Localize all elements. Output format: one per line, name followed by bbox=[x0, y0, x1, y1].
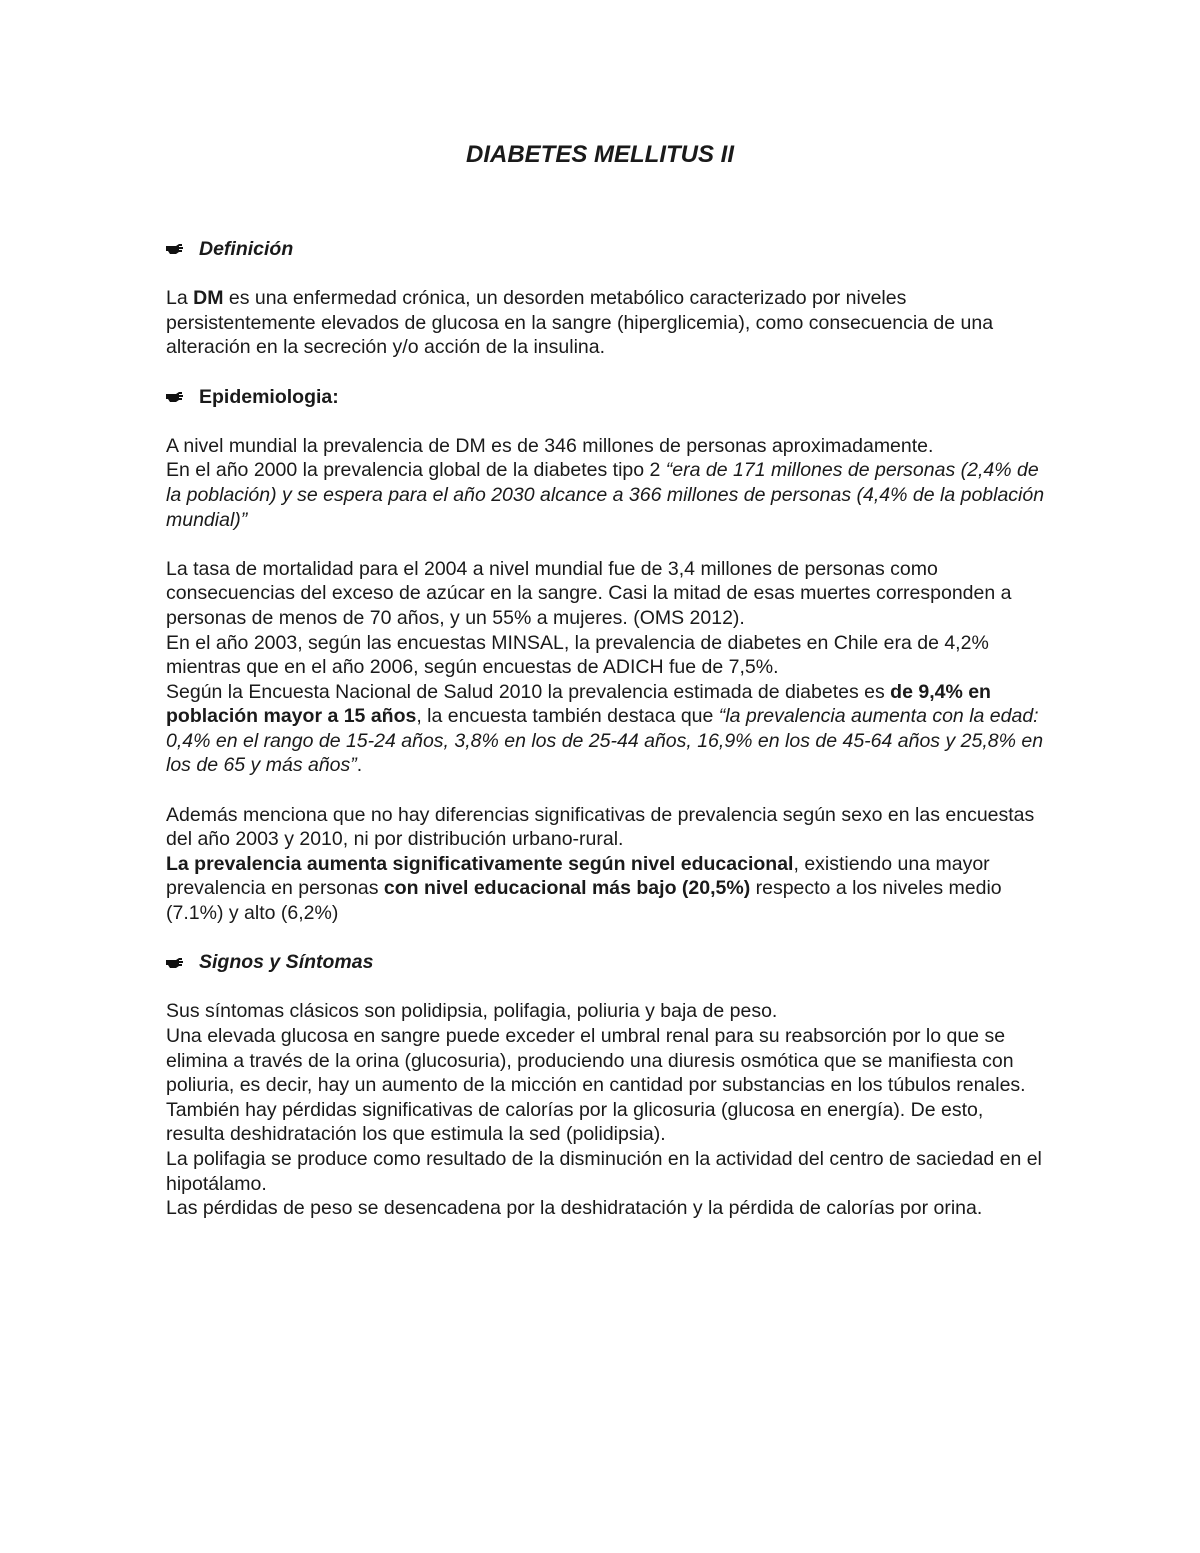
bold-run: de 9,4% en población mayor a 15 años bbox=[166, 680, 991, 728]
pointing-hand-icon bbox=[166, 243, 199, 255]
section-heading-definicion bbox=[166, 237, 1046, 262]
text-run: , existiendo una mayor prevalencia en personas bbox=[166, 852, 990, 900]
italic-run: “era de 171 millones de personas (2,4% de la población) y se espera para el año 2030 alcance a 366 millones de personas (4,4% de la población mundial)” bbox=[166, 459, 1045, 531]
paragraph-definicion bbox=[166, 286, 1046, 360]
section-heading-epidemiologia bbox=[166, 385, 1046, 410]
section-heading-signos bbox=[166, 950, 1046, 975]
bold-run: La prevalencia aumenta significativamente según nivel educacional bbox=[166, 852, 794, 875]
section-heading-text: Definición bbox=[199, 238, 294, 260]
document-title: DIABETES MELLITUS II bbox=[465, 141, 734, 168]
section-heading-text: Signos y Síntomas bbox=[199, 951, 374, 974]
italic-run: “la prevalencia aumenta con la edad: 0,4% en el rango de 15-24 años, 3,8% en los de 25-44 años, 16,9% en los de 45-64 años y 25,8% en los de 65 y más años” bbox=[166, 705, 1044, 777]
pointing-hand-icon bbox=[166, 391, 199, 403]
paragraph-epidemiologia-2 bbox=[166, 557, 1046, 778]
text-run: La tasa de mortalidad para el 2004 a nivel mundial fue de 3,4 millones de personas como consecuencias del exceso de azúcar en la sangre. Casi la mitad de esas muertes corresponden a personas de menos de 70 años, y un 55% a mujeres. (OMS 2012). bbox=[166, 557, 1012, 629]
section-heading-text: Epidemiologia: bbox=[199, 385, 339, 408]
text-run: Según la Encuesta Nacional de Salud 2010 la prevalencia estimada de diabetes es bbox=[166, 680, 891, 703]
text-run: En el año 2000 la prevalencia global de la diabetes tipo 2 bbox=[166, 459, 666, 482]
text-run: respecto a los niveles medio (7.1%) y alto (6,2%) bbox=[166, 877, 1002, 925]
text-run: Las pérdidas de peso se desencadena por la deshidratación y la pérdida de calorías por orina. bbox=[166, 1197, 983, 1220]
text-run: Una elevada glucosa en sangre puede exceder el umbral renal para su reabsorción por lo que se elimina a través de la orina (glucosuria), produciendo una diuresis osmótica que se manifiesta con poliuria, es decir, hay un aumento de la micción en cantidad por substancias en los túbulos renales. bbox=[166, 1025, 1026, 1097]
text-run: También hay pérdidas significativas de calorías por la glicosuria (glucosa en energía). De esto, resulta deshidratación los que estimula la sed (polidipsia). bbox=[166, 1098, 984, 1146]
paragraph-epidemiologia-3 bbox=[166, 803, 1046, 926]
bold-run: DM bbox=[193, 287, 224, 310]
text-run: es una enfermedad crónica, un desorden metabólico caracterizado por niveles persistentemente elevados de glucosa en la sangre (hiperglicemia), como consecuencia de una alteración en la secreción y/o acción de la insulina. bbox=[166, 287, 994, 359]
text-run: . bbox=[356, 754, 363, 777]
text-run: La polifagia se produce como resultado de la disminución en la actividad del centro de saciedad en el hipotálamo. bbox=[166, 1147, 1042, 1195]
text-run: , la encuesta también destaca que bbox=[416, 705, 719, 728]
paragraph-epidemiologia-1 bbox=[166, 434, 1046, 532]
bold-run: con nivel educacional más bajo (20,5%) bbox=[383, 877, 751, 900]
pointing-hand-icon bbox=[166, 957, 199, 969]
text-run: Además menciona que no hay diferencias significativas de prevalencia según sexo en las encuestas del año 2003 y 2010, ni por distribución urbano-rural. bbox=[166, 803, 1035, 851]
text-run: En el año 2003, según las encuestas MINSAL, la prevalencia de diabetes en Chile era de 4,2% mientras que en el año 2006, según encuestas de ADICH fue de 7,5%. bbox=[166, 631, 989, 679]
text-run: La bbox=[166, 287, 194, 310]
text-run: Sus síntomas clásicos son polidipsia, polifagia, poliuria y baja de peso. bbox=[166, 1000, 778, 1023]
text-run: A nivel mundial la prevalencia de DM es de 346 millones de personas aproximadamente. bbox=[166, 434, 934, 457]
document-body bbox=[166, 237, 1046, 1221]
paragraph-signos bbox=[166, 999, 1046, 1220]
